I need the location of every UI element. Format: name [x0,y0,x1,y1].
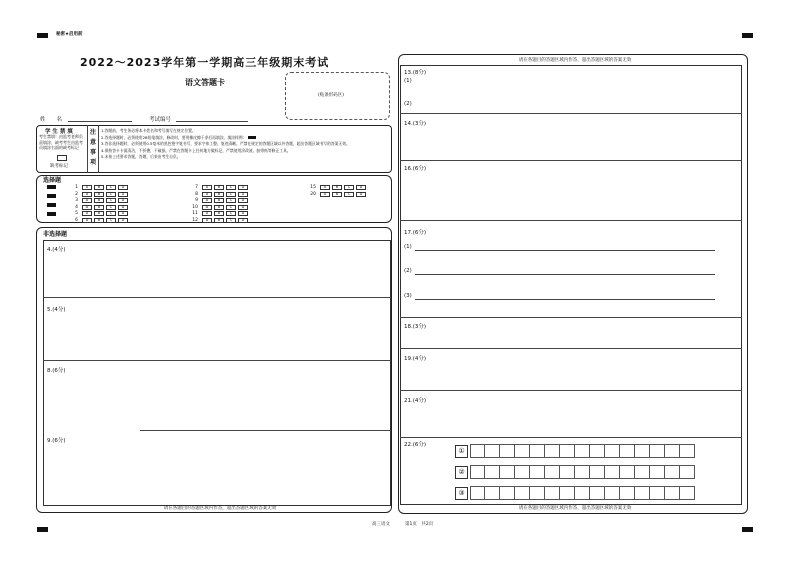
grid-cell[interactable] [485,486,500,500]
corner-mark-top-left [37,33,48,38]
choice-option-bubble[interactable]: C [226,198,236,203]
choice-option-bubble[interactable]: B [332,192,342,197]
choice-option-bubble[interactable]: B [214,185,224,190]
answer-line[interactable] [415,299,715,300]
choice-option-bubble[interactable]: D [118,185,128,190]
choice-question-row [70,218,128,223]
choice-option-bubble[interactable]: A [320,192,330,197]
choice-question-number: 1 [75,185,78,190]
grid-cell[interactable] [590,465,605,479]
grid-cell[interactable] [470,486,485,500]
grid-cell[interactable] [530,486,545,500]
grid-cell[interactable] [665,465,680,479]
choice-option-bubble[interactable]: C [106,205,116,210]
choice-option-bubble[interactable]: B [94,198,104,203]
writing-grid-row-3[interactable] [470,486,695,500]
choice-side-marks [47,185,56,216]
choice-option-bubble[interactable]: B [214,198,224,203]
choice-option-bubble[interactable]: C [226,205,236,210]
question-13-sub-2: (2) [404,101,412,107]
question-13-sub-1: (1) [404,78,412,84]
answer-line[interactable] [400,160,742,161]
grid-cell[interactable] [590,444,605,458]
footer-page: 第1页 共2页 [405,522,434,527]
choice-option-bubble[interactable]: C [106,192,116,197]
choice-option-bubble[interactable]: B [214,211,224,216]
choice-question-row [70,211,128,216]
grid-cell[interactable] [680,444,695,458]
grid-cell[interactable] [680,465,695,479]
left-answer-frame [43,240,391,506]
question-19-label: 19.(4分) [404,356,427,362]
choice-option-bubble[interactable]: D [238,218,248,223]
choice-question-row [190,192,248,197]
grid-cell[interactable] [545,465,560,479]
grid-cell[interactable] [635,465,650,479]
grid-cell[interactable] [650,465,665,479]
answer-line[interactable] [400,220,742,221]
choice-option-bubble[interactable]: A [202,205,212,210]
choice-option-bubble[interactable]: B [214,192,224,197]
corner-mark-bottom-right [742,527,753,532]
barcode-label: (贴条形码区) [318,93,345,98]
choice-option-bubble[interactable]: A [202,192,212,197]
question-22-sub-1: ① [455,445,468,458]
choice-question-row [190,198,248,203]
question-4-label: 4.(4分) [47,247,66,253]
choice-question-number: 11 [192,211,198,216]
choice-question-number: 15 [310,185,316,190]
secret-label: 秘密★启用前 [56,32,83,37]
writing-grid-row-2[interactable] [470,465,695,479]
notice-side-label: 注 意 事 项 [89,129,96,166]
question-14-label: 14.(3分) [404,121,427,127]
grid-cell[interactable] [635,486,650,500]
name-label: 姓 名 [40,117,63,123]
choice-option-bubble[interactable]: D [118,192,128,197]
choice-option-bubble[interactable]: D [118,205,128,210]
footer-subject: 高三语文 [372,522,390,527]
choice-option-bubble[interactable]: D [356,185,366,190]
right-top-warning: 请在各题目的答题区域内作答，超出答题区域的答案无效 [518,58,632,63]
choice-option-bubble[interactable]: C [226,218,236,223]
choice-question-number: 20 [310,191,316,197]
choice-option-bubble[interactable]: B [94,205,104,210]
choice-question-number: 10 [192,204,198,210]
choice-option-bubble[interactable]: C [106,185,116,190]
grid-cell[interactable] [665,486,680,500]
choice-option-bubble[interactable]: D [238,205,248,210]
page-subtitle: 语文答题卡 [185,78,225,87]
grid-cell[interactable] [635,444,650,458]
choice-option-bubble[interactable]: D [356,192,366,197]
choice-option-bubble[interactable]: C [344,185,354,190]
choice-option-bubble[interactable]: C [226,211,236,216]
grid-cell[interactable] [650,444,665,458]
answer-line[interactable] [400,437,742,438]
choice-option-bubble[interactable]: A [82,218,92,223]
question-21-label: 21.(4分) [404,398,427,404]
choice-option-bubble[interactable]: D [118,198,128,203]
notice-item: 4.保持答卡卡面清洁，不折叠，不破损。严禁在答题卡上任何地方做标记，严禁使用涂改液、胶带纸等修正工具。 [101,147,291,153]
choice-option-bubble[interactable]: C [106,198,116,203]
question-9-label: 9.(6分) [47,438,66,444]
choice-option-bubble[interactable]: A [202,198,212,203]
choice-option-bubble[interactable]: A [202,185,212,190]
question-22-sub-2: ② [455,466,468,479]
question-17-sub-1: (1) [404,244,412,250]
answer-line[interactable] [43,360,391,361]
choice-option-bubble[interactable]: C [106,218,116,223]
grid-cell[interactable] [500,465,515,479]
grid-cell[interactable] [560,486,575,500]
choice-option-bubble[interactable]: B [214,218,224,223]
choice-option-bubble[interactable]: B [214,205,224,210]
choice-option-bubble[interactable]: D [118,218,128,223]
choice-question-number: 8 [195,191,198,197]
notice-divider-2 [98,125,99,173]
choice-question-row [70,198,128,203]
answer-line[interactable] [400,113,742,114]
grid-cell[interactable] [620,465,635,479]
choice-question-row [70,205,128,210]
choice-question-number: 4 [75,204,78,210]
grid-cell[interactable] [650,486,665,500]
grid-cell[interactable] [560,444,575,458]
choice-question-row [190,211,248,216]
notice-item: 1.答题前，考生务必将本卡姓名和考号填写在规定位置。 [101,128,196,133]
choice-option-bubble[interactable]: A [202,211,212,216]
choice-question-row [190,205,248,210]
choice-option-bubble[interactable]: A [320,185,330,190]
writing-grid-row-1[interactable] [470,444,695,458]
grid-cell[interactable] [590,486,605,500]
choice-question-row [70,185,128,190]
choice-question-number: 7 [195,185,198,190]
answer-line[interactable] [400,390,742,391]
grid-cell[interactable] [545,444,560,458]
choice-option-bubble[interactable]: D [238,185,248,190]
grid-cell[interactable] [515,444,530,458]
choice-option-bubble[interactable]: B [94,192,104,197]
absent-mark-label: 缺考标记 [50,164,68,169]
answer-line[interactable] [415,274,715,275]
choice-option-bubble[interactable]: C [344,192,354,197]
choice-question-number: 9 [195,198,198,203]
exam-no-field[interactable] [176,121,248,122]
choice-option-bubble[interactable]: D [238,192,248,197]
grid-cell[interactable] [575,486,590,500]
grid-cell[interactable] [470,444,485,458]
question-17-sub-2: (2) [404,268,412,274]
choice-option-bubble[interactable]: C [106,211,116,216]
fill-sample [248,136,256,139]
choice-question-number: 3 [75,198,78,203]
notice-items [101,128,389,161]
grid-cell[interactable] [605,444,620,458]
student-no-fill-text: 考生禁填！由监考老师负责填涂，缺考考生由监考员填涂右面的缺考标记 [39,134,83,150]
answer-line[interactable] [415,250,715,251]
question-18-label: 18.(3分) [404,324,427,330]
notice-item: 3.答非选择题时，必须使用0.5毫米的黑色签字笔书写，要求字体工整、笔迹清晰。严禁在规定的答题区域以外答题，超出答题区域书写的答案无效。 [101,141,350,146]
grid-cell[interactable] [605,486,620,500]
choice-option-bubble[interactable]: A [82,205,92,210]
notice-item: 5.未按上述要求答题，答题，后果由考生自负。 [101,154,181,159]
right-bottom-warning: 请在各题目的答题区域内作答，超出答题区域的答案无效 [518,506,632,511]
choice-option-bubble[interactable]: B [94,185,104,190]
answer-line[interactable] [400,348,742,349]
question-22-sub-3: ③ [455,487,468,500]
grid-cell[interactable] [605,465,620,479]
grid-cell[interactable] [500,444,515,458]
answer-line[interactable] [400,317,742,318]
grid-cell[interactable] [500,486,515,500]
answer-line[interactable] [43,297,391,298]
question-17-label: 17.(6分) [404,230,427,236]
choice-question-row [308,192,366,197]
choice-option-bubble[interactable]: A [82,198,92,203]
exam-no-label: 考试编号 [149,117,172,123]
choice-label: 选择题 [43,177,62,184]
notice-divider-1 [87,125,88,173]
grid-cell[interactable] [665,444,680,458]
notice-item: 2.答选择题时，必须使用2B铅笔填涂，修改时，要用橡皮擦干净后再填涂。填涂样例： [101,135,389,142]
grid-cell[interactable] [515,486,530,500]
grid-cell[interactable] [485,465,500,479]
choice-option-bubble[interactable]: D [118,211,128,216]
grid-cell[interactable] [620,444,635,458]
choice-option-bubble[interactable]: A [82,211,92,216]
choice-option-bubble[interactable]: A [82,185,92,190]
grid-cell[interactable] [620,486,635,500]
left-bottom-warning: 请在各题目的答题区域内作答，超出答题区域的答案无效 [163,506,277,511]
question-5-label: 5.(4分) [47,307,66,313]
choice-question-row [308,185,366,190]
student-no-fill-label: 学 生 禁 填 [45,129,73,135]
grid-cell[interactable] [575,444,590,458]
choice-option-bubble[interactable]: B [332,185,342,190]
question-13-label: 13.(8分) [404,70,427,76]
choice-question-number: 5 [75,211,78,216]
choice-option-bubble[interactable]: C [226,185,236,190]
choice-question-number: 2 [75,191,78,197]
choice-option-bubble[interactable]: A [202,218,212,223]
choice-question-row [70,192,128,197]
grid-cell[interactable] [545,486,560,500]
question-22-label: 22.(6分) [404,442,427,448]
right-answer-frame [400,65,742,505]
choice-question-row [190,185,248,190]
nonchoice-label: 非选择题 [43,231,68,238]
choice-option-bubble[interactable]: B [94,218,104,223]
question-16-label: 16.(6分) [404,166,427,172]
absent-mark-box[interactable] [57,155,67,161]
choice-option-bubble[interactable]: D [238,211,248,216]
grid-cell[interactable] [515,465,530,479]
name-field[interactable] [68,121,132,122]
choice-option-bubble[interactable]: A [82,192,92,197]
choice-question-number: 12 [192,217,198,223]
choice-question-row [190,218,248,223]
choice-question-number: 6 [75,217,78,223]
grid-cell[interactable] [485,444,500,458]
choice-option-bubble[interactable]: C [226,192,236,197]
grid-cell[interactable] [530,444,545,458]
corner-mark-top-right [742,33,753,38]
choice-option-bubble[interactable]: D [238,198,248,203]
grid-cell[interactable] [470,465,485,479]
grid-cell[interactable] [560,465,575,479]
answer-line[interactable] [140,430,391,431]
question-17-sub-3: (3) [404,293,412,299]
grid-cell[interactable] [575,465,590,479]
question-8-label: 8.(6分) [47,368,66,374]
grid-cell[interactable] [530,465,545,479]
choice-option-bubble[interactable]: B [94,211,104,216]
corner-mark-bottom-left [37,527,48,532]
grid-cell[interactable] [680,486,695,500]
page-title: 2022～2023学年第一学期高三年级期末考试 [80,56,330,69]
